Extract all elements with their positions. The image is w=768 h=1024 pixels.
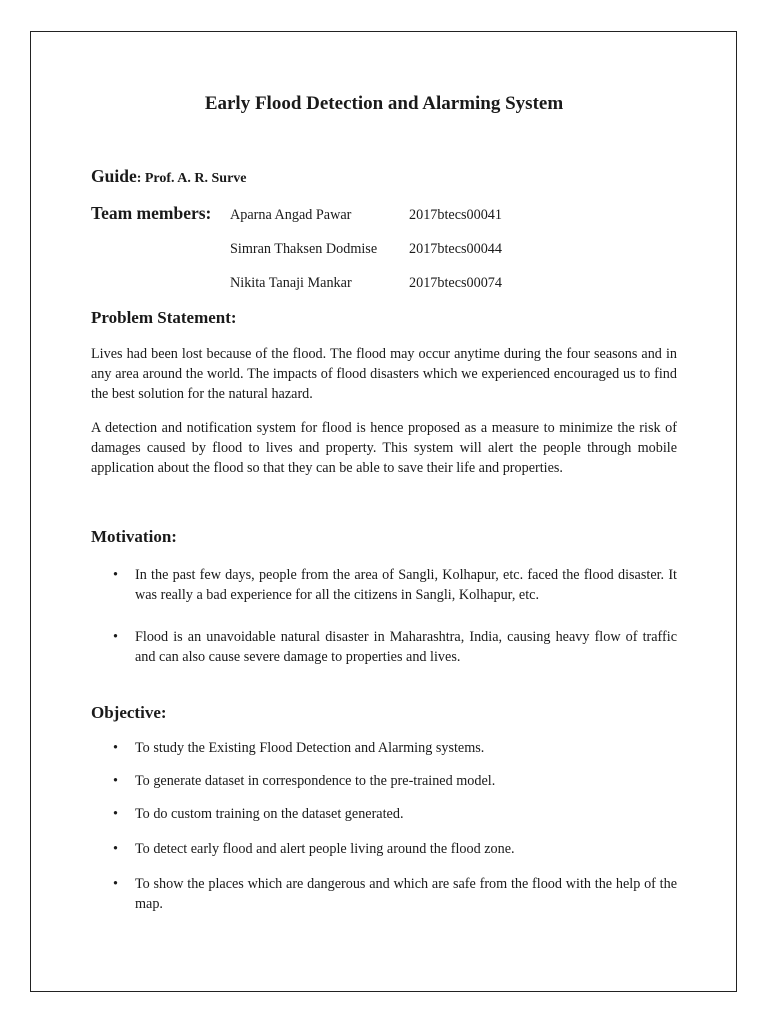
bullet-icon: • [113,773,118,789]
motivation-item [91,627,677,667]
document-title: Early Flood Detection and Alarming System [204,93,564,114]
motivation-item-text: In the past few days, people from the area of Sangli, Kolhapur, etc. faced the flood disaster. It was really a bad experience for all the citizens in Sangli, Kolhapur, etc. [135,567,677,603]
objective-item [91,771,677,791]
objective-item [91,874,677,914]
bullet-icon: • [113,740,118,756]
objective-item-text: To study the Existing Flood Detection and Alarming systems. [135,740,485,756]
guide-name: : Prof. A. R. Surve [136,171,247,186]
objective-item [91,839,677,859]
motivation-item [91,565,677,605]
objective-item [91,738,677,758]
team-member-name: Nikita Tanaji Mankar [230,275,352,291]
objective-item-text: To generate dataset in correspondence to the pre-trained model. [135,773,496,789]
problem-paragraph: Lives had been lost because of the flood. The flood may occur anytime during the four seasons and in any area around the world. The impacts of flood disasters which we experienced encouraged us to find the best solution for the natural hazard. [91,346,677,402]
motivation-item-text: Flood is an unavoidable natural disaster in Maharashtra, India, causing heavy flow of traffic and can also cause severe damage to properties and lives. [135,629,677,665]
problem-paragraph: A detection and notification system for flood is hence proposed as a measure to minimize the risk of damages caused by flood to lives and property. This system will alert the people through mobile application about the flood so that they can be able to save their life and properties. [91,420,677,476]
bullet-icon: • [113,567,118,583]
guide-label: Guide [91,166,137,186]
objective-heading: Objective: [91,703,167,722]
objective-item [91,804,677,824]
bullet-icon: • [113,841,118,857]
team-members-label: Team members: [91,203,212,223]
objective-item-text: To detect early flood and alert people living around the flood zone. [135,841,515,857]
guide-line [91,166,247,187]
team-member-id: 2017btecs00074 [409,275,502,291]
bullet-icon: • [113,876,118,892]
objective-item-text: To show the places which are dangerous and which are safe from the flood with the help of the map. [135,876,677,912]
problem-statement-heading: Problem Statement: [91,308,237,327]
team-member-name: Simran Thaksen Dodmise [230,241,378,257]
bullet-icon: • [113,629,118,645]
motivation-heading: Motivation: [91,527,177,546]
team-member-name: Aparna Angad Pawar [230,207,352,223]
team-member-id: 2017btecs00041 [409,207,502,223]
bullet-icon: • [113,806,118,822]
objective-item-text: To do custom training on the dataset generated. [135,806,404,822]
team-member-id: 2017btecs00044 [409,241,502,257]
